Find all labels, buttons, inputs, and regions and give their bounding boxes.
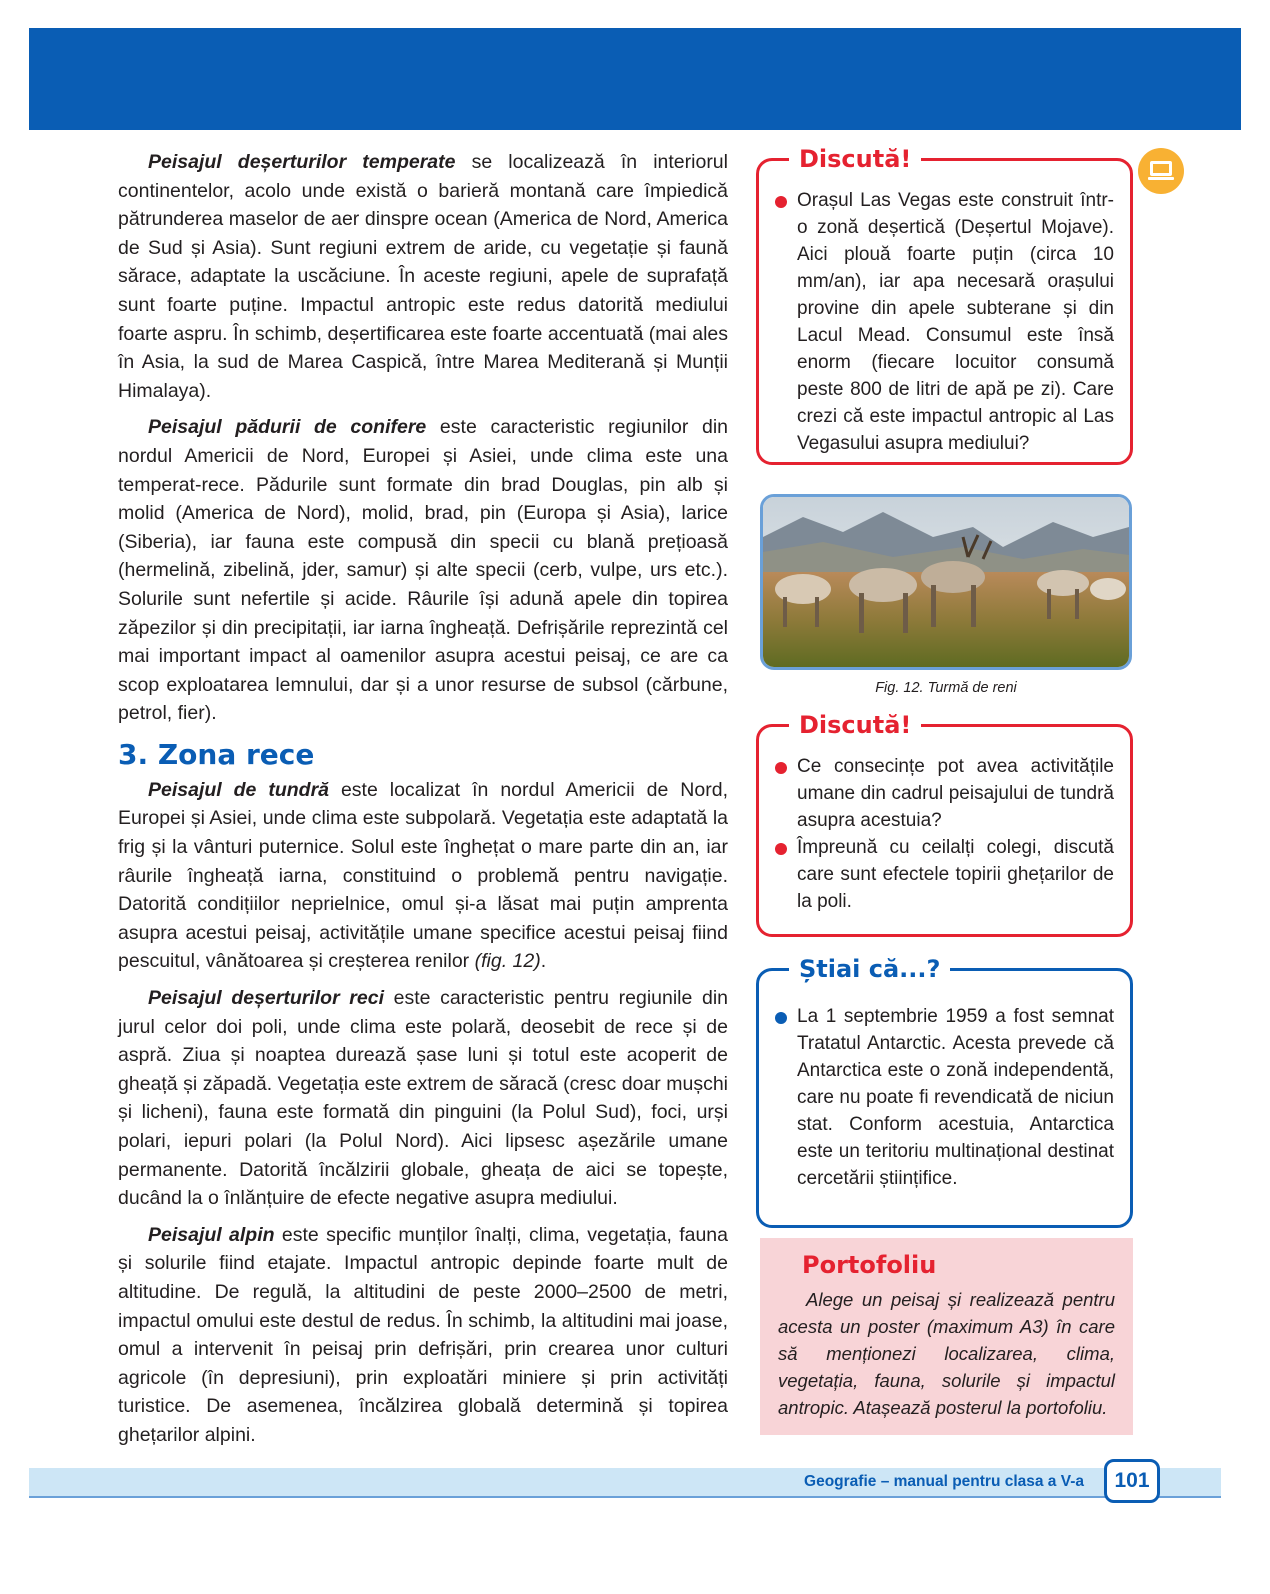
list-item: Împreună cu ceilalți colegi, discută care sunt efectele topirii ghețarilor de la poli. — [775, 834, 1114, 915]
discuss-box-tundra — [756, 711, 1133, 937]
section-title-cold-zone: 3. Zona rece — [118, 737, 315, 771]
top-banner — [29, 28, 1241, 130]
discuss-box-las-vegas — [756, 145, 1133, 465]
list-item: Orașul Las Vegas este construit într-o zonă deșertică (Deșertul Mojave). Aici plouă foarte puțin (circa 10 mm/an), iar apa necesară orașului provine din apele subterane și din Lacul Mead. Consumul este însă enorm (fiecare locuitor consumă peste 800 de litri de apă pe zi). Care crezi că este impactul antropic al Las Vegasului asupra mediului? — [775, 187, 1114, 457]
paragraph-alpine — [118, 1221, 728, 1450]
computer-icon — [1138, 148, 1184, 194]
term-alpine: Peisajul alpin — [148, 1223, 275, 1246]
figure-caption: Fig. 12. Turmă de reni — [875, 680, 1017, 696]
text-temperate-deserts: se localizează în interiorul continentelor, acolo unde există o barieră montană care împiedică pătrunderea maselor de aer dinspre ocean (America de Nord, America de Sud și Asia). Sunt regiuni extrem de aride, cu vegetație și faună sărace, adaptate la uscăciune. În aceste regiuni, apele de suprafață sunt foarte puține. Impactul antropic este redus datorită mediului foarte aspru. În schimb, deșertificarea este foarte accentuată (mai ales în Asia, la sud de Marea Caspică, între Marea Mediterană și Munții Himalaya). — [118, 151, 728, 402]
did-you-know-box — [756, 955, 1133, 1228]
page-number: 101 — [1104, 1459, 1160, 1503]
text-conifer-forest: este caracteristic regiunilor din nordul Americii de Nord, Europei și Asiei, unde clima este una temperat-rece. Pădurile sunt formate din brad Douglas, pin alb și molid (America de Nord), molid, brad, pin (Europa și Asia), larice (Siberia), iar fauna este compusă din specii cu blană prețioasă (hermelină, zibelină, jder, samur) și alte specii (cerb, vulpe, urs etc.). Solurile sunt nefertile și acide. Râurile își adună apele din topirea zăpezilor și din precipitații, iar iarna îngheață. Defrișările reprezintă cel mai important impact al oamenilor asupra acestui peisaj, ce are ca scop exploatarea lemnului, dar și a unor resurse de subsol (cărbune, petrol, fier). — [118, 416, 728, 725]
did-you-know-title: Știai că...? — [789, 954, 950, 984]
paragraph-tundra — [118, 776, 728, 976]
text-cold-deserts: este caracteristic pentru regiunile din jurul celor doi poli, unde clima este polară, deosebit de rece și de aspră. Ziua și noaptea durează șase luni și totul este acoperit de gheață și zăpadă. Vegetația este extrem de săracă (cresc doar mușchi și licheni), fauna este formată din pinguini (la Polul Sud), foci, urși polari, iepuri polari (la Polul Nord). Aici lipsesc așezările umane permanente. Datorită încălzirii globale, gheața de aici se topește, ducând la o înlănțuire de efecte negative asupra mediului. — [118, 987, 728, 1210]
did-you-know-list — [775, 1003, 1114, 1192]
paragraph-cold-deserts — [118, 984, 728, 1213]
reindeer-photo — [760, 494, 1132, 670]
term-temperate-deserts: Peisajul deșerturilor temperate — [148, 151, 456, 173]
portfolio-text: Alege un peisaj și realizează pentru acesta un poster (maximum A3) în care să menționezi localizarea, clima, vegetația, fauna, solurile și impactul antropic. Atașează posterul la portofoliu. — [778, 1289, 1115, 1418]
term-cold-deserts: Peisajul deșerturilor reci — [148, 987, 384, 1010]
paragraph-temperate-deserts — [118, 148, 728, 405]
term-tundra: Peisajul de tundră — [148, 778, 330, 801]
text-tundra-end: . — [540, 950, 547, 973]
portfolio-title: Portofoliu — [802, 1251, 937, 1279]
discuss-list — [775, 187, 1114, 457]
text-alpine: este specific munților înalți, clima, vegetația, fauna și solurile fiind etajate. Impactul antropic depinde foarte mult de altitudine. De regulă, la altitudini de peste 2000–2500 de metri, impactul omului este destul de redus. În schimb, la altitudini mai joase, omul a intervenit în peisaj prin defrișări, prin crearea unor culturi agricole (în depresiuni), prin exploatări miniere și prin activități turistice. De asemenea, încălzirea globală determină și topirea ghețarilor alpini. — [118, 1223, 728, 1446]
term-conifer-forest: Peisajul pădurii de conifere — [148, 416, 427, 439]
list-item: La 1 septembrie 1959 a fost semnat Tratatul Antarctic. Acesta prevede că Antarctica este o zonă independentă, care nu poate fi revendicată de niciun stat. Conform acestuia, Antarctica este un teritoriu multinațional destinat cercetării științifice. — [775, 1003, 1114, 1192]
main-text-column — [118, 148, 728, 1458]
paragraph-conifer-forest — [118, 413, 728, 728]
discuss-box-title: Discută! — [789, 710, 921, 740]
discuss-list — [775, 753, 1114, 915]
text-tundra: este localizat în nordul Americii de Nord, Europei și Asiei, unde clima este subpolară. Vegetația este adaptată la frig și la vânturi puternice. Solul este înghețat o mare parte din an, iar râurile îngheață iarna, constituind o problemă pentru navigație. Datorită condițiilor neprielnice, omul și-a lăsat mai puțin amprenta asupra acestui peisaj, activitățile umane specifice acestui peisaj fiind pescuitul, vânătoarea și creșterea renilor — [118, 778, 728, 973]
figure-reference: (fig. 12) — [474, 950, 541, 973]
list-item: Ce consecințe pot avea activitățile umane din cadrul peisajului de tundră asupra acestuia? — [775, 753, 1114, 834]
portfolio-box — [760, 1238, 1133, 1435]
discuss-box-title: Discută! — [789, 144, 921, 174]
footer-book-title: Geografie – manual pentru clasa a V-a — [804, 1473, 1084, 1490]
